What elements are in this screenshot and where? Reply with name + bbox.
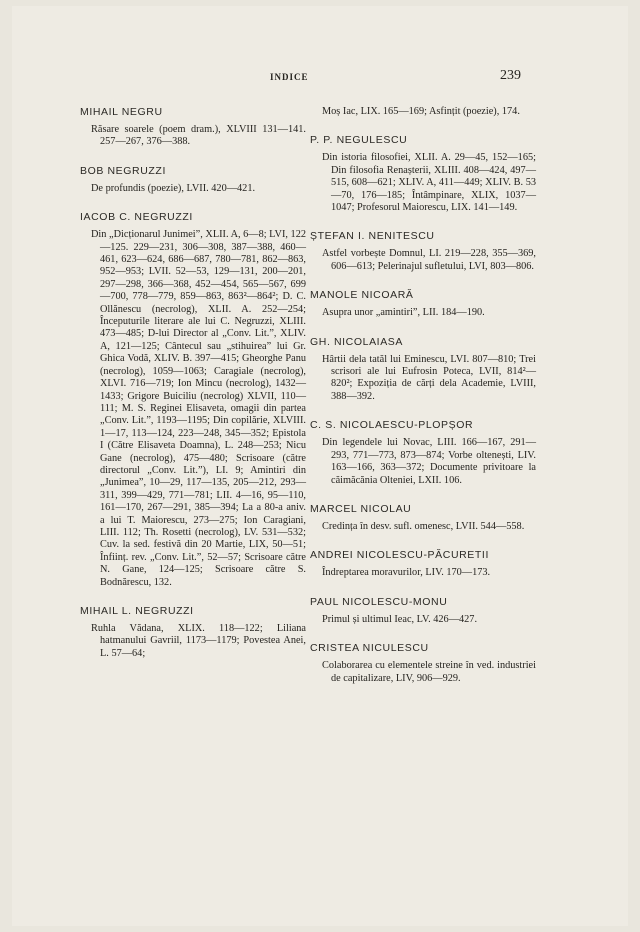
entry-references: Colaborarea cu elementele streine în ved. industriei de capitalizare, LIV, 906—929. bbox=[322, 660, 536, 684]
index-entry bbox=[310, 134, 536, 214]
entry-references: Din „Dicționarul Junimei”, XLII. A, 6—8; LVI, 122—125. 229—231, 306—308, 387—388, 460—461, 623—624, 686—687, 780—781, 862—863, 952—953; LVII. 52—53, 129—131, 200—201, 297—298, 366—368, 452—454, 565—567, 699—700, 778—779, 859—863, 863²—864²; D. C. Ollănescu (necrolog), XLII. A. 252—254; Începuturile literare ale lui C. Negruzzi, XLIII. 473—485; D-lui Director al „Conv. Lit.”, XLIV. A, 121—125; Cântecul sau „stihuirea” lui Gr. Ghica Vodă, XLIV. B. 397—415; Gheorghe Panu (necrolog), 1059—1063; Caragiale (necrolog), XLVI. 716—719; Ion Mincu (necrolog), 1432—1433; Grigore Buiciliu (necrolog) XLVII, 110—111; M. S. Reginei Elisaveta, omagii din partea „Conv. Lit.”, 1193—1195; Din copilărie, XLVIII. 1—17, 113—124, 223—248, 345—352; Epistola I (Către Elisaveta Doamna), L. 248—253; Nicu Gane (necrolog), 475—480; Scrisoare (către directorul „Conv. Lit.”), LI. 9; Amintiri din „Junimea”, 10—29, 117—135, 205—212, 293—311, 399—429, 771—781; LII. 4—16, 95—110, 161—170, 267—291, 385—394; La a 80-a aniv. a lui T. Maiorescu, 273—275; Ion Caragiani, LIII. 112; Th. Rosetti (necrolog), LV. 531—532; Cuv. la sed. festivă din 20 Martie, LIX, 50—51; Înființ. rev. „Conv. Lit.”, 52—57; Scrisoare către N. Gane, 124—125; Scrisoare către S. Bodnărescu, 132. bbox=[91, 229, 306, 588]
index-entry bbox=[310, 289, 536, 319]
author-name: MANOLE NICOARĂ bbox=[310, 289, 414, 302]
author-name: MIHAIL NEGRU bbox=[80, 106, 163, 118]
index-entry-continued bbox=[310, 106, 536, 118]
index-entry bbox=[310, 419, 536, 487]
page-number: 239 bbox=[500, 68, 521, 83]
running-head: INDICE bbox=[270, 72, 309, 82]
entry-references: Din istoria filosofiei, XLII. A. 29—45, 152—165; Din filosofia Renașterii, XLIII. 408—424, 497—515, 608—621; XLIV. A, 411—449; XLIV. B. 53—70, 176—185; Întâmpinare, XLIX, 1037—1047; Profesorul Maiorescu, LIX. 141—149. bbox=[322, 152, 536, 214]
index-entry bbox=[310, 642, 536, 685]
entry-references: Astfel vorbește Domnul, LI. 219—228, 355—369, 606—613; Pelerinajul sufletului, LVI, 803—806. bbox=[322, 248, 536, 272]
author-name: BOB NEGRUZZI bbox=[80, 164, 166, 177]
page-header bbox=[12, 68, 628, 92]
entry-references: Din legendele lui Novac, LIII. 166—167, 291—293, 771—773, 873—874; Vorbe oltenești, LIV. 163—166, 363—372; Documente privitoare la căimăcănia Olteniei, LXII. 106. bbox=[322, 437, 536, 486]
index-entry bbox=[310, 549, 536, 579]
left-column bbox=[80, 106, 306, 676]
entry-references: Ruhla Vădana, XLIX. 118—122; Liliana hatmanului Gavriil, 1173—1179; Povestea Anei, L. 57—64; bbox=[91, 623, 306, 659]
entry-references: Credința în desv. sufl. omenesc, LVII. 544—558. bbox=[322, 520, 525, 532]
index-entry bbox=[310, 230, 536, 273]
entry-references: De profundis (poezie), LVII. 420—421. bbox=[91, 182, 256, 194]
author-name: C. S. NICOLAESCU-PLOPȘOR bbox=[310, 419, 474, 432]
author-name: MARCEL NICOLAU bbox=[310, 502, 412, 515]
index-entry bbox=[310, 596, 536, 626]
index-entry bbox=[310, 503, 536, 533]
index-entry bbox=[80, 605, 306, 660]
entry-references: Moș Iac, LIX. 165—169; Asfințit (poezie), 174. bbox=[322, 106, 520, 117]
index-entry bbox=[80, 165, 306, 195]
right-column bbox=[310, 106, 536, 701]
author-name: ANDREI NICOLESCU-PĂCURETII bbox=[310, 549, 489, 562]
index-entry bbox=[310, 336, 536, 404]
author-name: MIHAIL L. NEGRUZZI bbox=[80, 605, 194, 617]
author-name: GH. NICOLAIASA bbox=[310, 335, 404, 348]
entry-references: Asupra unor „amintiri”, LII. 184—190. bbox=[322, 307, 485, 319]
book-page bbox=[12, 6, 628, 926]
entry-references: Îndreptarea moravurilor, LIV. 170—173. bbox=[322, 567, 491, 579]
index-entry bbox=[80, 211, 306, 589]
entry-references: Răsare soarele (poem dram.), XLVIII 131—141. 257—267, 376—388. bbox=[91, 124, 306, 148]
entry-references: Primul și ultimul Ieac, LV. 426—427. bbox=[322, 613, 478, 625]
author-name: P. P. NEGULESCU bbox=[310, 134, 408, 147]
author-name: IACOB C. NEGRUZZI bbox=[80, 211, 193, 224]
entry-references: Hârtii dela tatăl lui Eminescu, LVI. 807—810; Trei scrisori ale lui Eufrosin Poteca, LVII, 814²—820²; Expoziția de cărți dela Academie, LVIII, 388—392. bbox=[322, 353, 536, 402]
author-name: CRISTEA NICULESCU bbox=[310, 642, 429, 655]
author-name: PAUL NICOLESCU-MONU bbox=[310, 595, 448, 608]
index-entry bbox=[80, 106, 306, 149]
author-name: ȘTEFAN I. NENITESCU bbox=[310, 230, 435, 243]
